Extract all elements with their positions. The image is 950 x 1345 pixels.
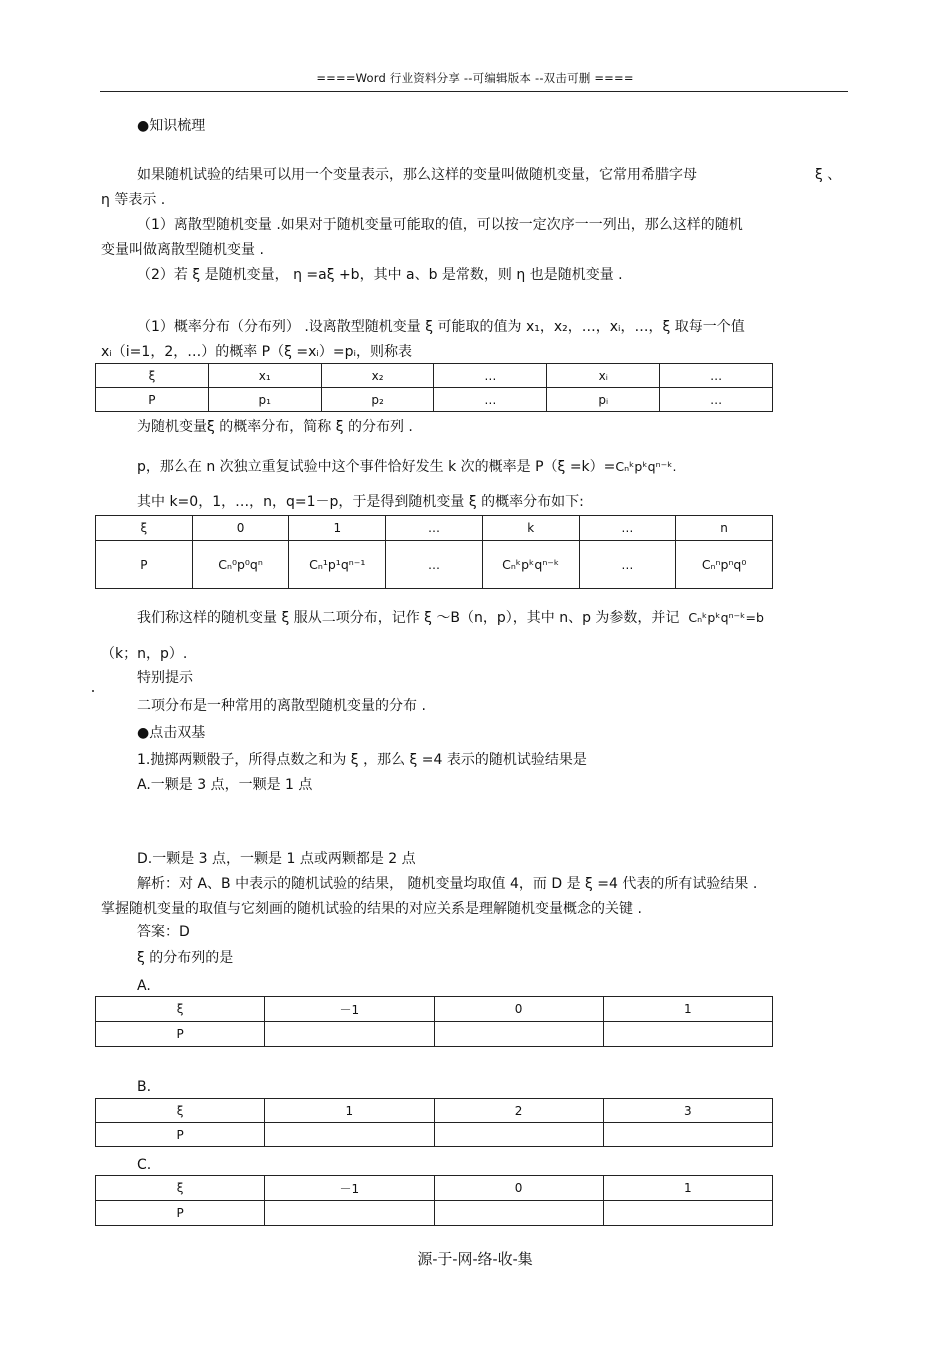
table-cell: … (386, 516, 483, 541)
table-cell: x₁ (208, 364, 321, 388)
table-cell: Cₙⁿpⁿq⁰ (676, 541, 773, 589)
table-cell: 1 (289, 516, 386, 541)
table-cell (603, 1123, 772, 1147)
paragraph-binomial-probability (137, 458, 677, 476)
table-cell: x₂ (321, 364, 434, 388)
section-heading-knowledge: ●知识梳理 (137, 118, 206, 134)
table-cell: Cₙ⁰p⁰qⁿ (192, 541, 289, 589)
header-divider (100, 91, 848, 92)
table-cell (603, 1022, 772, 1047)
binomial-distribution-table (95, 515, 773, 589)
table-cell: 3 (603, 1099, 772, 1123)
question-1-option-a: A.一颗是 3 点，一颗是 1 点 (137, 777, 313, 793)
option-a-table (95, 996, 773, 1047)
paragraph-discrete-definition-end: 变量叫做离散型随机变量 . (101, 242, 264, 258)
analysis-line-2: 掌握随机变量的取值与它刻画的随机试验的结果的对应关系是理解随机变量概念的关键 . (101, 901, 642, 917)
paragraph-distribution-name: 为随机变量ξ 的概率分布，简称 ξ 的分布列 . (137, 419, 413, 435)
section-heading-exercises: ●点击双基 (137, 725, 206, 741)
table-cell: 1 (603, 997, 772, 1022)
table-cell (603, 1201, 772, 1226)
table-cell: 1 (603, 1176, 772, 1201)
table-cell: P (96, 1123, 265, 1147)
table-cell (434, 1201, 603, 1226)
table-cell: xᵢ (547, 364, 660, 388)
paragraph-binomial-definition (137, 609, 764, 627)
special-tip-text: 二项分布是一种常用的离散型随机变量的分布 . (137, 698, 426, 714)
analysis-line-1: 解析：对 A、B 中表示的随机试验的结果， 随机变量均取值 4，而 D 是 ξ =4 代表的所有试验结果 . (137, 876, 758, 892)
table-cell: －1 (265, 997, 434, 1022)
distribution-table (95, 363, 773, 412)
table-cell: Cₙ¹p¹qⁿ⁻¹ (289, 541, 386, 589)
question-1-option-d: D.一颗是 3 点，一颗是 1 点或两颗都是 2 点 (137, 851, 416, 867)
option-c-table (95, 1175, 773, 1226)
paragraph-discrete-definition: （1）离散型随机变量 .如果对于随机变量可能取的值，可以按一定次序一一列出，那么这样的随机 (137, 217, 743, 233)
margin-dot (92, 690, 94, 692)
binomial-probability-text: p，那么在 n 次独立重复试验中这个事件恰好发生 k 次的概率是 P（ξ =k）= (137, 459, 616, 475)
paragraph-linear-transform: （2）若 ξ 是随机变量， η =aξ +b，其中 a、b 是常数，则 η 也是随机变量 . (137, 267, 623, 283)
option-b-table (95, 1098, 773, 1147)
binomial-definition-text: 我们称这样的随机变量 ξ 服从二项分布，记作 ξ ～B（n，p），其中 n、p 为参数，并记 (137, 610, 680, 626)
paragraph-binomial-notation: （k；n，p）. (101, 646, 188, 662)
table-cell: … (579, 516, 676, 541)
table-cell: p₂ (321, 388, 434, 412)
page-header: ====Word 行业资料分享 --可编辑版本 --双击可删 ==== (316, 71, 634, 85)
table-cell: … (660, 388, 773, 412)
table-cell: … (434, 388, 547, 412)
paragraph-probability-distribution-end: xᵢ（i=1，2，…）的概率 P（ξ =xᵢ）=pᵢ，则称表 (101, 344, 413, 360)
table-cell: n (676, 516, 773, 541)
table-cell (265, 1022, 434, 1047)
paragraph-random-variable-end: η 等表示 . (101, 192, 166, 208)
table-cell: P (96, 1022, 265, 1047)
paragraph-probability-distribution: （1）概率分布（分布列） .设离散型随机变量 ξ 可能取的值为 x₁，x₂，…，xᵢ，…，ξ 取每一个值 (137, 319, 745, 335)
special-tip-title: 特别提示 (137, 670, 193, 686)
table-cell: k (482, 516, 579, 541)
table-cell: ξ (96, 364, 209, 388)
option-b-label: B. (137, 1079, 152, 1095)
table-cell: p₁ (208, 388, 321, 412)
table-cell: 0 (192, 516, 289, 541)
table-cell: ξ (96, 516, 193, 541)
option-c-label: C. (137, 1157, 152, 1173)
table-cell: Cₙᵏpᵏqⁿ⁻ᵏ (482, 541, 579, 589)
question-2: ξ 的分布列的是 (137, 950, 234, 966)
table-cell (434, 1022, 603, 1047)
table-cell: P (96, 388, 209, 412)
question-1: 1.抛掷两颗骰子，所得点数之和为 ξ ，那么 ξ =4 表示的随机试验结果是 (137, 752, 587, 768)
table-cell: 0 (434, 997, 603, 1022)
table-cell: … (579, 541, 676, 589)
table-cell (434, 1123, 603, 1147)
table-cell: ξ (96, 997, 265, 1022)
table-cell: －1 (265, 1176, 434, 1201)
table-cell: pᵢ (547, 388, 660, 412)
paragraph-random-variable-symbols: ξ 、 (815, 167, 842, 183)
table-cell: … (660, 364, 773, 388)
paragraph-binomial-params: 其中 k=0，1，…，n，q=1－p，于是得到随机变量 ξ 的概率分布如下: (137, 494, 584, 510)
table-cell (265, 1201, 434, 1226)
table-cell: 0 (434, 1176, 603, 1201)
table-cell (265, 1123, 434, 1147)
table-cell: … (434, 364, 547, 388)
table-cell: 2 (434, 1099, 603, 1123)
table-cell: P (96, 1201, 265, 1226)
option-a-label: A. (137, 978, 151, 994)
binomial-definition-formula: Cₙᵏpᵏqⁿ⁻ᵏ=b (688, 610, 764, 625)
table-cell: ξ (96, 1176, 265, 1201)
page-footer: 源-于-网-络-收-集 (417, 1250, 533, 1268)
binomial-probability-formula: Cₙᵏpᵏqⁿ⁻ᵏ. (615, 459, 677, 474)
table-cell: … (386, 541, 483, 589)
table-cell: ξ (96, 1099, 265, 1123)
answer-line: 答案：D (137, 924, 190, 940)
table-cell: P (96, 541, 193, 589)
paragraph-random-variable: 如果随机试验的结果可以用一个变量表示，那么这样的变量叫做随机变量，它常用希腊字母 (137, 167, 697, 183)
table-cell: 1 (265, 1099, 434, 1123)
